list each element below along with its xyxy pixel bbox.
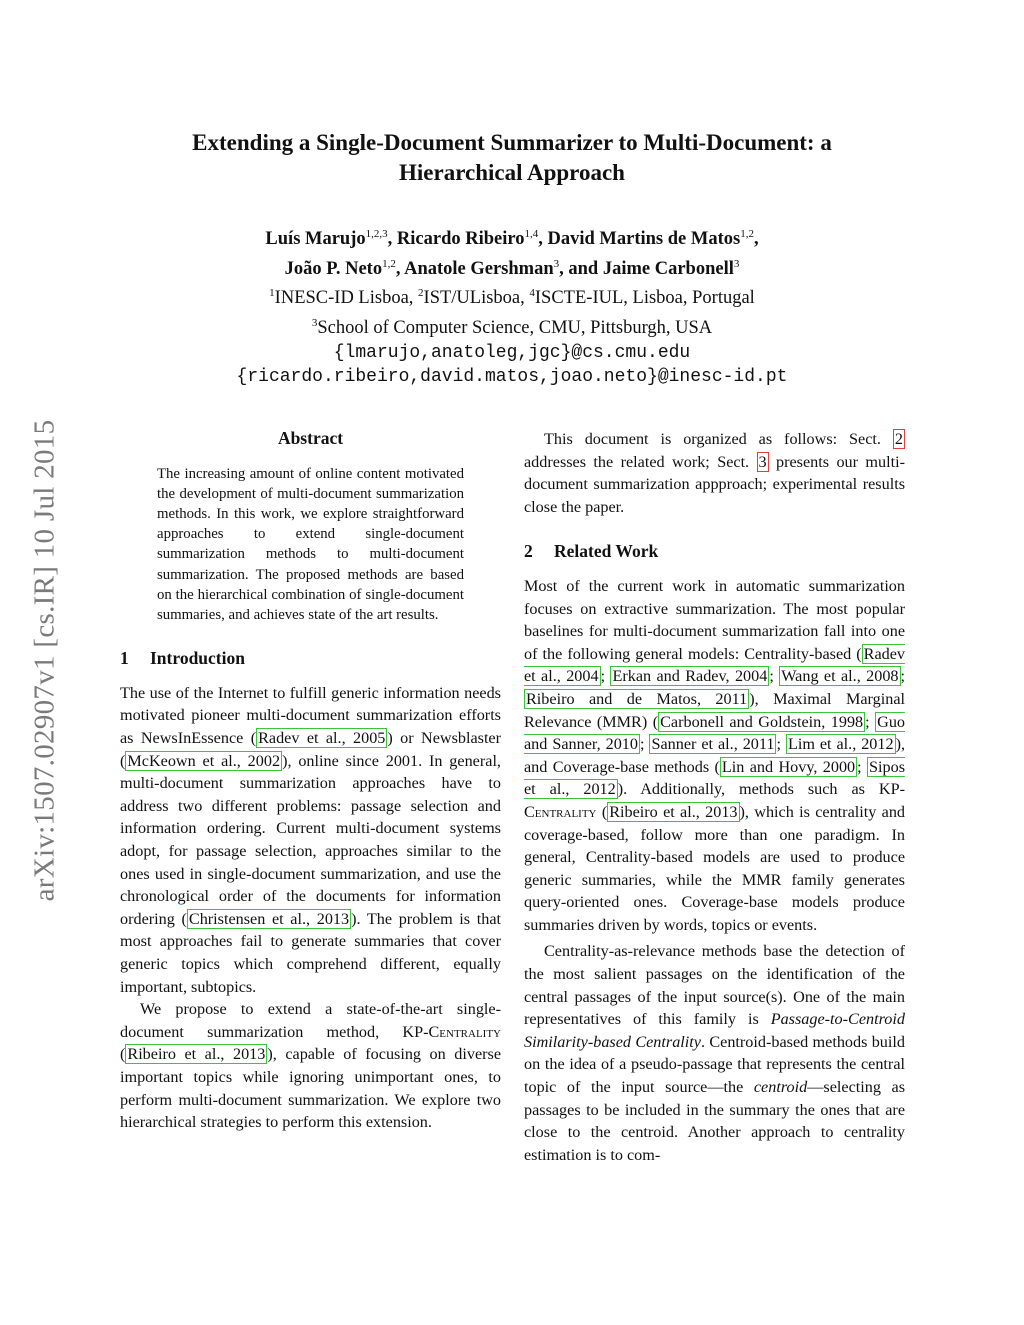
author-line-1: [120, 222, 904, 252]
text-run: —selecting as passages to be included in the summary the ones that are close to the centroid. Another approach to centrality estimation is to com-: [524, 1078, 905, 1164]
text-run: ) or Newsblaster (: [120, 729, 502, 770]
text-run: ), Maximal Marginal Relevance (MMR) (: [524, 689, 905, 731]
text-run: Most of the current work in automatic summarization focuses on extractive summarization. The most popular baselines for multi-document summarization fall into one of the following general models: Centrality-based (: [524, 576, 905, 663]
author-name: Anatole Gershman: [404, 258, 554, 279]
section-heading-introduction: [120, 647, 501, 670]
author-affiliation-mark: 1,2: [740, 228, 754, 240]
section-title: Introduction: [150, 648, 245, 669]
affiliation-number: 4: [529, 287, 535, 300]
citation-link[interactable]: Sipos et al., 2012: [524, 757, 905, 799]
affiliation-line-2: [120, 311, 904, 341]
separator: ,: [387, 229, 397, 250]
text-run: ), online since 2001. In general, multi-document summarization approaches have to address two different problems: passage selection and information ordering. Current multi-document systems adopt, for passage selection, approaches similar to the ones used in single-document summarization, and use the chronological order of the documents for information ordering (: [120, 751, 501, 928]
separator: ;: [865, 712, 876, 731]
citation-link[interactable]: Carbonell and Goldstein, 1998: [660, 712, 864, 731]
separator: ;: [776, 735, 786, 754]
citation-link[interactable]: Lin and Hovy, 2000: [721, 757, 856, 776]
separator: ;: [900, 667, 906, 686]
citation-link[interactable]: Erkan and Radev, 2004: [612, 667, 768, 686]
affiliation: INESC-ID Lisboa,: [274, 288, 419, 309]
emphasis: Passage-to-Centroid Similarity-based Centrality: [524, 1010, 905, 1051]
title-line-2: Hierarchical Approach: [399, 160, 625, 185]
author-affiliation-mark: 1,2: [382, 257, 396, 270]
citation-link[interactable]: Ribeiro and de Matos, 2011: [526, 689, 748, 708]
citation-link[interactable]: Ribeiro et al., 2013: [609, 802, 738, 821]
text-run: (: [120, 1045, 126, 1064]
citation-link[interactable]: Christensen et al., 2013: [188, 909, 350, 928]
email-line-2[interactable]: {ricardo.ribeiro,david.matos,joao.neto}@inesc-id.pt: [236, 367, 788, 388]
affiliation-line-1: [120, 281, 904, 311]
section-number: 1: [120, 648, 129, 669]
method-name: KP-Centrality: [524, 780, 905, 821]
author-name: David Martins de Matos: [547, 229, 741, 250]
author-affiliation-mark: 3: [553, 257, 560, 270]
separator: ,: [538, 229, 548, 250]
method-name: KP-Centrality: [402, 1022, 501, 1041]
affiliation-number: 3: [311, 316, 318, 329]
citation-link[interactable]: Sanner et al., 2011: [651, 735, 775, 754]
email-line-1[interactable]: {lmarujo,anatoleg,jgc}@cs.cmu.edu: [333, 342, 691, 363]
related-paragraph-2: [524, 940, 905, 1166]
text-run: ), which is centrality and coverage-based, follow more than one paradigm. In general, Centrality-based models are used to produce generic summaries, while the MMR family generates query-oriented ones. Coverage-base models produce summaries driven by words, topics or events.: [524, 802, 906, 934]
related-paragraph-1: [524, 575, 905, 937]
left-column: [120, 425, 501, 1134]
affiliation-number: 2: [418, 287, 424, 300]
author-affiliation-mark: 3: [733, 257, 740, 270]
text-run: This document is organized as follows: Sect.: [544, 430, 893, 448]
text-run: ), and Coverage-base methods (: [524, 735, 906, 776]
affiliation: ISCTE-IUL, Lisboa, Portugal: [534, 288, 755, 309]
section-title: Related Work: [554, 541, 659, 562]
arxiv-identifier: [30, 382, 60, 938]
text-run: presents our multi-document summarization appproach; experimental results close the paper.: [524, 452, 905, 516]
organization-paragraph: [524, 428, 905, 518]
emphasis: centroid: [753, 1078, 808, 1097]
text-run: (: [596, 802, 608, 821]
citation-link[interactable]: Radev et al., 2004: [524, 644, 905, 686]
separator: ;: [857, 757, 867, 776]
author-affiliation-mark: 1,2,3: [365, 228, 388, 240]
intro-paragraph-1: [120, 682, 501, 998]
separator: ;: [600, 667, 611, 686]
section-reference-link[interactable]: 3: [758, 452, 767, 471]
author-line-2: [120, 252, 904, 282]
separator: , and: [559, 258, 603, 279]
text-run: addresses the related work; Sect.: [524, 452, 757, 471]
author-name: Luís Marujo: [265, 229, 366, 250]
separator: ;: [640, 735, 650, 754]
section-number: 2: [524, 541, 533, 562]
text-run: The use of the Internet to fulfill generic information needs motivated pioneer multi-document summarization efforts as NewsInEssence (: [120, 683, 501, 747]
text-run: . Centroid-based methods build on the idea of a pseudo-passage that represents the central topic of the input source—the: [524, 1032, 905, 1097]
abstract-text: The increasing amount of online content motivated the development of multi-document summarization methods. In this work, we explore straightforward approaches to extend single-document summarization methods to multi-document summarization. The proposed methods are based on the hierarchical combination of single-document summaries, and achieves state of the art results.: [157, 465, 464, 624]
author-affiliation-mark: 1,4: [524, 228, 539, 240]
citation-link[interactable]: Guo and Sanner, 2010: [524, 712, 906, 754]
separator: ,: [395, 258, 405, 279]
affiliation: School of Computer Science, CMU, Pittsburgh, USA: [317, 318, 713, 339]
paper-title: [120, 128, 904, 188]
citation-link[interactable]: Radev et al., 2005: [258, 729, 386, 747]
section-reference-link[interactable]: 2: [894, 430, 903, 448]
author-name: Ricardo Ribeiro: [396, 229, 525, 250]
text-run: We propose to extend a state-of-the-art single-document summarization method,: [120, 1000, 501, 1041]
affiliation-number: 1: [269, 287, 275, 300]
citation-link[interactable]: McKeown et al., 2002: [127, 751, 281, 770]
separator: ,: [753, 229, 759, 250]
citation-link[interactable]: Wang et al., 2008: [781, 667, 899, 686]
title-line-1: Extending a Single-Document Summarizer to Multi-Document: a: [192, 130, 832, 155]
arxiv-stamp: arXiv:1507.02907v1 [cs.IR] 10 Jul 2015: [28, 419, 61, 901]
right-column: [524, 428, 905, 1166]
author-name: Jaime Carbonell: [602, 258, 734, 279]
intro-paragraph-2: [120, 998, 501, 1134]
affiliation: IST/ULisboa,: [423, 288, 530, 309]
author-name: João P. Neto: [284, 258, 383, 279]
author-block: [120, 222, 904, 390]
citation-link[interactable]: Ribeiro et al., 2013: [127, 1045, 266, 1064]
section-heading-related-work: [524, 540, 905, 563]
text-run: Centrality-as-relevance methods base the detection of the most salient passages on the identification of the central passages of the input source(s). One of the main representatives of this family is: [524, 942, 905, 1029]
text-run: ). The problem is that most approaches fail to generate summaries that cover generic topics which comprehend different, equally important, subtopics.: [120, 909, 502, 996]
separator: ;: [769, 667, 780, 686]
citation-link[interactable]: Lim et al., 2012: [787, 735, 894, 754]
text-run: ), capable of focusing on diverse important topics while ignoring unimportant ones, to perform multi-document summarization. We explore two hierarchical strategies to perform this extension.: [120, 1045, 502, 1132]
text-run: ). Additionally, methods such as: [617, 780, 879, 799]
abstract-heading: Abstract: [277, 428, 344, 448]
